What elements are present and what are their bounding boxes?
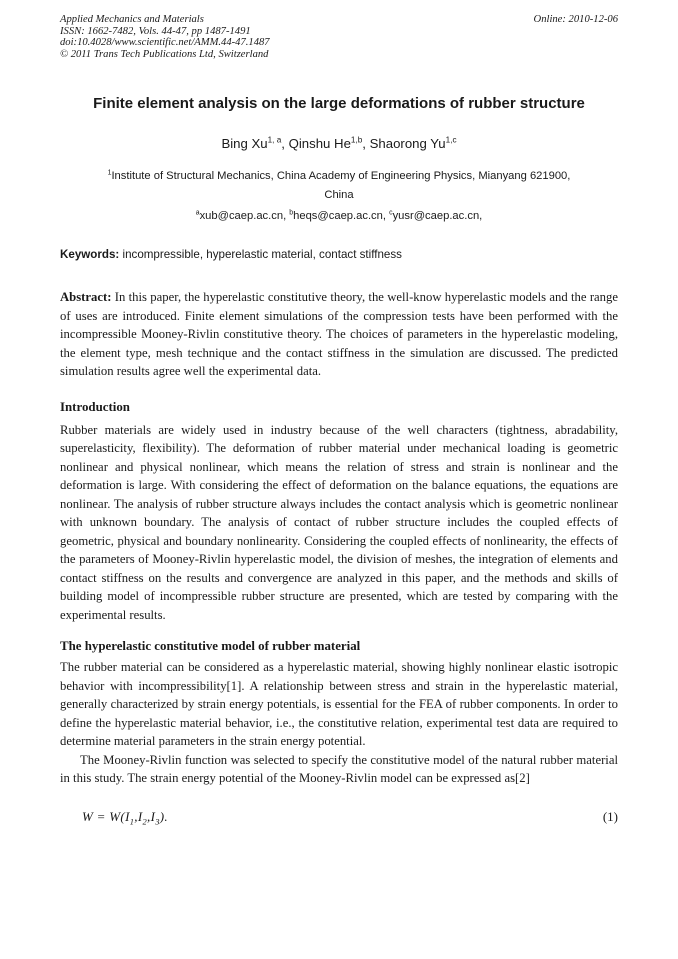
- equation-subscript-2: 2: [142, 816, 148, 827]
- email-address-b: heqs@caep.ac.cn,: [293, 210, 390, 223]
- author-name-3: , Shaorong Yu: [362, 136, 446, 152]
- journal-issn-line: ISSN: 1662-7482, Vols. 44-47, pp 1487-1491: [60, 25, 251, 37]
- hyperelastic-paragraph-2: The Mooney-Rivlin function was selected to specify the constitutive model of the natural rubber material in this study. The strain energy potential of the Mooney-Rivlin model can be expressed as[2]: [60, 752, 618, 786]
- paper-title: Finite element analysis on the large deformations of rubber structure: [93, 95, 585, 113]
- affiliation-superscript: 1: [107, 169, 112, 177]
- emails-line: [60, 210, 618, 222]
- section-heading-hyperelastic-model: The hyperelastic constitutive model of rubber material: [60, 639, 361, 654]
- equation-comma-2: ,: [147, 808, 151, 824]
- equation-term-lhs: W = W(: [82, 808, 126, 824]
- equation-term-i1: I: [125, 808, 130, 824]
- author-superscript-1: 1, a: [267, 135, 282, 145]
- affiliation-country: China: [324, 189, 354, 202]
- equation-number: (1): [602, 808, 618, 824]
- authors-line: [60, 136, 618, 151]
- hyperelastic-paragraph-1: The rubber material can be considered as a hyperelastic material, showing highly nonlinear elastic isotropic behavior with incompressibility[1]. A relationship between stress and strain in the hyperelastic material, generally characterized by strain energy potentials, is essential for the FEA of rubber components. In order to define the hyperelastic material behavior, i.e., the constitutive relation, experimental test data are required to determine material parameters in the strain energy potential.: [60, 660, 618, 749]
- email-superscript-a: a: [195, 209, 200, 217]
- abstract-paragraph: [60, 288, 618, 381]
- author-superscript-3: 1,c: [445, 135, 457, 145]
- keywords-text: incompressible, hyperelastic material, contact stiffness: [119, 248, 402, 262]
- email-address-a: xub@caep.ac.cn,: [199, 210, 290, 223]
- equation-content: [60, 809, 168, 827]
- email-address-c: yusr@caep.ac.cn,: [392, 210, 483, 223]
- equation-subscript-3: 3: [155, 816, 160, 827]
- journal-doi-line: doi:10.4028/www.scientific.net/AMM.44-47.1487: [60, 37, 270, 49]
- equation-term-i3: I: [150, 808, 156, 824]
- affiliation-text: Institute of Structural Mechanics, China Academy of Engineering Physics, Mianyang 621900,: [111, 170, 571, 183]
- equation-comma-1: ,: [134, 808, 138, 824]
- journal-name: Applied Mechanics and Materials: [60, 14, 204, 25]
- abstract-label: Abstract:: [60, 290, 112, 305]
- equation-block: [60, 809, 618, 827]
- journal-copyright-line: © 2011 Trans Tech Publications Ltd, Switzerland: [60, 48, 269, 60]
- online-date: Online: 2010-12-06: [533, 14, 618, 25]
- author-name-1: Bing Xu: [221, 136, 268, 152]
- equation-close: ).: [159, 808, 168, 824]
- affiliation-line: [60, 167, 618, 186]
- journal-info-block: [60, 14, 270, 60]
- journal-header: [60, 14, 618, 60]
- keywords-line: [60, 248, 618, 261]
- keywords-label: Keywords:: [60, 248, 120, 262]
- introduction-paragraph: Rubber materials are widely used in industry because of the well characters (tightness, abradability, superelasticity, flexibility). The deformation of rubber material under mechanical loading is geometric nonlinear and physical nonlinear, which means the relation of stress and strain is nonlinear and the deformation is large. With considering the effect of deformation on the balance equations, the equations are nonlinear. The analysis of rubber structure always includes the contact analysis which is geometric nonlinear with unknown boundary. The analysis of contact of rubber structure includes the coupled effects of geometric, physical and boundary nonlinearity. Considering the coupled effects of nonlinearity, the effects of the parameters of Mooney-Rivlin hyperelastic model, the division of meshes, the integration of elements and contact stiffness on the results and convergence are analyzed in this paper, and the methods and skills of building model of incompressible rubber structure are presented, which are tested by comparing with the experimental results.: [60, 422, 618, 622]
- email-superscript-c: c: [389, 209, 393, 217]
- equation-subscript-1: 1: [129, 816, 135, 827]
- author-name-2: , Qinshu He: [281, 136, 351, 152]
- author-superscript-2: 1,b: [350, 135, 363, 145]
- affiliation-block: [60, 167, 618, 205]
- section-heading-introduction: Introduction: [60, 399, 130, 414]
- email-superscript-b: b: [289, 209, 294, 217]
- equation-term-i2: I: [137, 808, 143, 824]
- abstract-text: In this paper, the hyperelastic constitutive theory, the well-know hyperelastic models and the range of uses are introduced. Finite element simulations of the compression tests have been performed with the incompressible Mooney-Rivlin constitutive theory. The choices of parameters in the hyperelastic modeling, the element type, mesh technique and the contact stiffness in the simulation are discussed. The predicted simulation results agree well the experimental data.: [60, 290, 618, 379]
